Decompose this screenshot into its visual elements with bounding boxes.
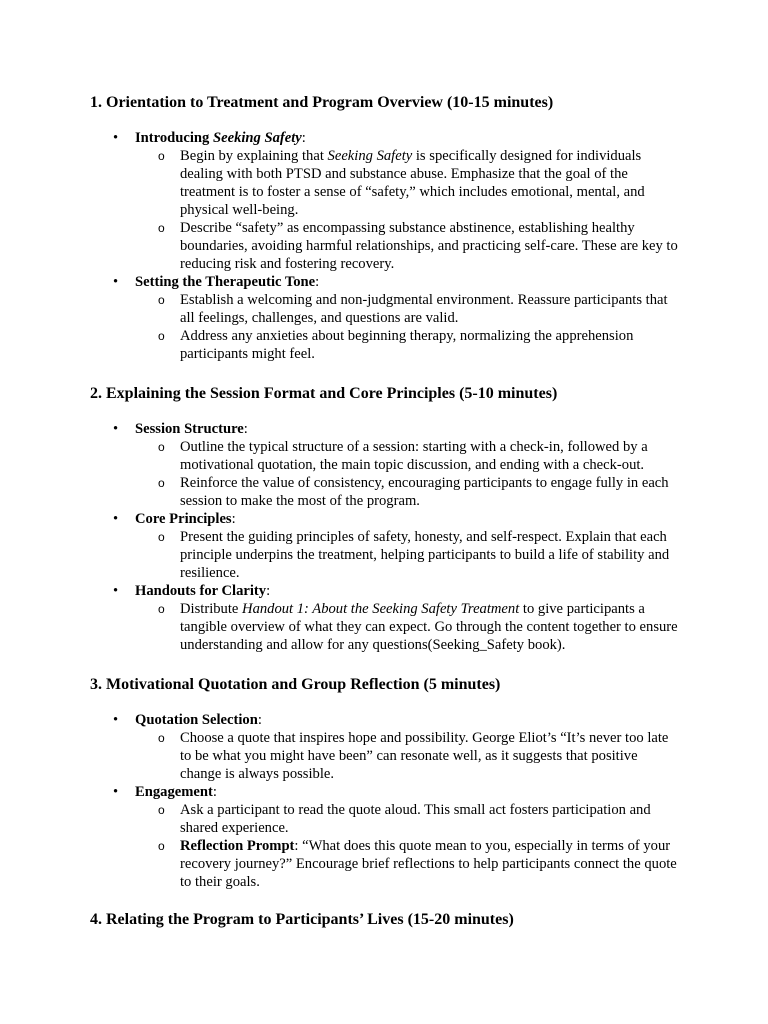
sub-item-text: Outline the typical structure of a session: starting with a check-in, followed by a motivational quotation, the main topic discussion, and ending with a check-out. (180, 439, 648, 473)
list-item (90, 273, 680, 363)
item-label-colon: : (315, 274, 320, 290)
section-motivational-quotation (90, 675, 680, 891)
sub-item-text: Distribute (180, 601, 243, 617)
sub-bullet-icon: o (158, 293, 165, 307)
sub-item-text: Present the guiding principles of safety, honesty, and self-respect. Explain that each principle underpins the treatment, helping participants to build a life of stability and resilience. (180, 529, 670, 581)
item-label-italic: Seeking Safety (213, 130, 302, 146)
sub-list-item (135, 438, 680, 474)
sub-item-text: Describe “safety” as encompassing substance abstinence, establishing healthy boundaries, avoiding harmful relationships, and practicing self-care. These are key to reducing risk and fostering recovery. (180, 220, 678, 272)
bullet-icon: • (113, 421, 119, 437)
sub-bullet-icon: o (158, 221, 165, 235)
sub-list (135, 600, 680, 654)
sub-bullet-icon: o (158, 476, 165, 490)
bullet-icon: • (113, 712, 119, 728)
bullet-list (90, 129, 680, 363)
section-heading: 2. Explaining the Session Format and Core Principles (5-10 minutes) (90, 385, 558, 402)
sub-bullet-icon: o (158, 149, 165, 163)
sub-bullet-icon: o (158, 602, 165, 616)
sub-item-text: Establish a welcoming and non-judgmental environment. Reassure participants that all feelings, challenges, and questions are valid. (180, 292, 668, 326)
sub-item-text: Address any anxieties about beginning therapy, normalizing the apprehension participants might feel. (180, 328, 634, 362)
sub-item-text: Choose a quote that inspires hope and possibility. George Eliot’s “It’s never too late to be what you might have been” can resonate well, as it suggests that positive change is always possible. (180, 730, 669, 782)
sub-bullet-icon: o (158, 803, 165, 817)
item-label-colon: : (266, 583, 271, 599)
list-item (90, 711, 680, 783)
sub-list-item (135, 327, 680, 363)
sub-bullet-icon: o (158, 839, 165, 853)
sub-list-item (135, 291, 680, 327)
section-orientation (90, 93, 680, 363)
item-label: Core Principles (135, 511, 232, 527)
item-label-colon: : (231, 511, 236, 527)
sub-list-item (135, 801, 680, 837)
sub-item-text: Begin by explaining that (180, 148, 328, 164)
section-session-format (90, 384, 680, 654)
sub-list (135, 729, 680, 783)
sub-list-item (135, 600, 680, 654)
sub-item-text: to give participants a tangible overview of what they can expect. Go through the content together to ensure understanding and allow for any questions(Seeking_Safety book). (180, 601, 678, 653)
reflection-prompt-label: Reflection Prompt (180, 838, 295, 854)
bullet-icon: • (113, 784, 119, 800)
sub-item-text: Ask a participant to read the quote aloud. This small act fosters participation and shared experience. (180, 802, 651, 836)
section-heading: 4. Relating the Program to Participants’ Lives (15-20 minutes) (90, 911, 514, 928)
section-heading: 3. Motivational Quotation and Group Reflection (5 minutes) (90, 676, 501, 693)
bullet-list (90, 420, 680, 654)
bullet-list (90, 711, 680, 891)
sub-list-item (135, 219, 680, 273)
item-label-colon: : (212, 784, 217, 800)
sub-bullet-icon: o (158, 731, 165, 745)
sub-list-item (135, 837, 680, 891)
item-label-colon: : (243, 421, 248, 437)
item-label-prefix: Introducing (135, 130, 213, 146)
sub-item-text: Reinforce the value of consistency, encouraging participants to engage fully in each session to make the most of the program. (180, 475, 669, 509)
section-relating-program (90, 910, 680, 930)
list-item (90, 510, 680, 582)
sub-item-italic: Seeking Safety (327, 148, 413, 164)
sub-bullet-icon: o (158, 440, 165, 454)
sub-list (135, 147, 680, 273)
sub-list (135, 528, 680, 582)
sub-bullet-icon: o (158, 530, 165, 544)
list-item (90, 420, 680, 510)
list-item (90, 582, 680, 654)
item-label: Engagement (135, 784, 213, 800)
item-label: Setting the Therapeutic Tone (135, 274, 316, 290)
handout-title: Handout 1: About the Seeking Safety Treatment (242, 601, 520, 617)
item-label-colon: : (257, 712, 262, 728)
sub-list-item (135, 474, 680, 510)
section-heading: 1. Orientation to Treatment and Program Overview (10-15 minutes) (90, 94, 554, 111)
sub-list-item (135, 729, 680, 783)
bullet-icon: • (113, 511, 119, 527)
sub-list-item (135, 528, 680, 582)
bullet-icon: • (113, 130, 119, 146)
item-label: Quotation Selection (135, 712, 258, 728)
list-item (90, 129, 680, 273)
sub-list (135, 438, 680, 510)
sub-list-item (135, 147, 680, 219)
item-label (135, 130, 302, 146)
bullet-icon: • (113, 274, 119, 290)
sub-list (135, 291, 680, 363)
sub-item-text: is specifically designed for individuals dealing with both PTSD and substance abuse. Emphasize that the goal of the treatment is to foster a sense of “safety,” which includes emotional, mental, and physical well-being. (180, 148, 645, 218)
item-label: Handouts for Clarity (135, 583, 267, 599)
bullet-icon: • (113, 583, 119, 599)
item-label-colon: : (301, 130, 306, 146)
sub-list (135, 801, 680, 891)
list-item (90, 783, 680, 891)
sub-bullet-icon: o (158, 329, 165, 343)
sub-item-text: : “What does this quote mean to you, especially in terms of your recovery journey?” Encourage brief reflections to help participants connect the quote to their goals. (180, 838, 677, 890)
item-label: Session Structure (135, 421, 244, 437)
